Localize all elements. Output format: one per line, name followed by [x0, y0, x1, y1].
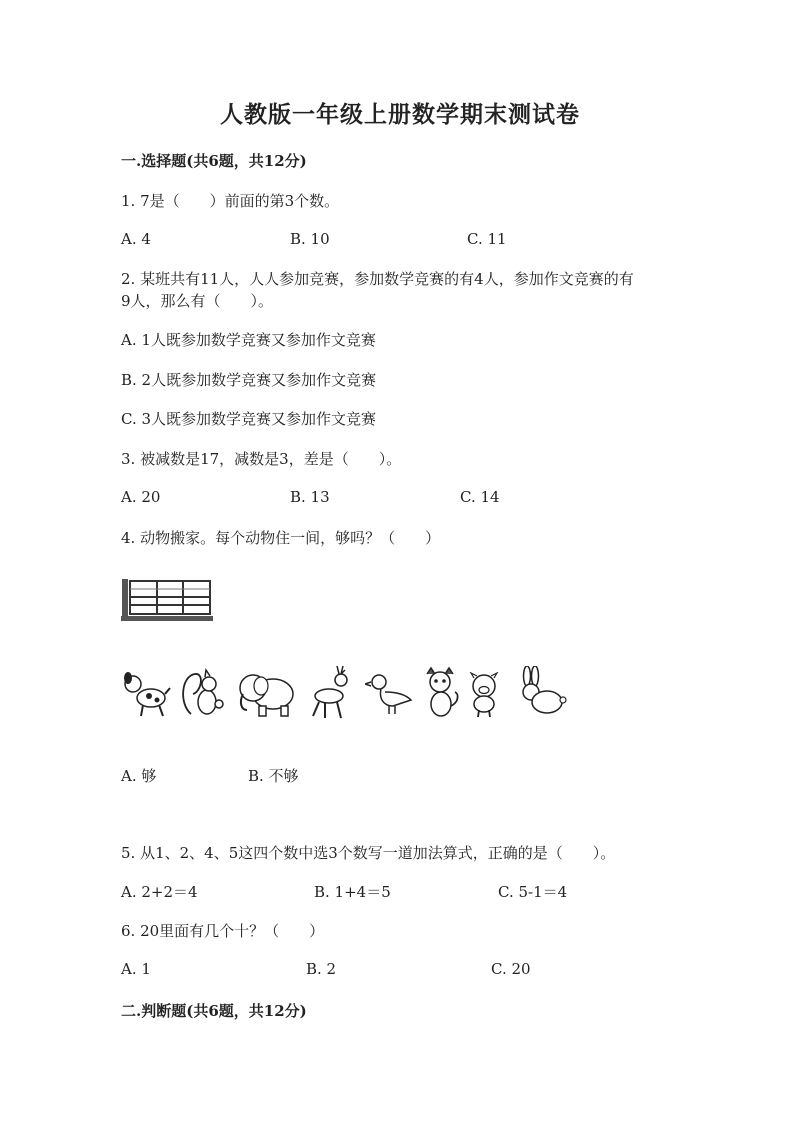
- q3-option-b: B. 13: [290, 488, 330, 506]
- deer-icon: [305, 662, 361, 722]
- q4-option-b: B. 不够: [248, 767, 299, 785]
- pig-icon: [465, 672, 503, 718]
- q2-option-a: A. 1人既参加数学竞赛又参加作文竞赛: [121, 331, 376, 349]
- question-1-text: 1. 7是（ ）前面的第3个数。: [121, 192, 340, 210]
- q5-option-a: A. 2+2＝4: [121, 883, 198, 901]
- q1-option-c: C. 11: [467, 230, 507, 248]
- q3-option-a: A. 20: [121, 488, 161, 506]
- question-3-text: 3. 被减数是17，减数是3，差是（ ）。: [121, 450, 402, 468]
- question-5-text: 5. 从1、2、4、5这四个数中选3个数写一道加法算式，正确的是（ ）。: [121, 844, 616, 862]
- q3-option-c: C. 14: [460, 488, 500, 506]
- q6-option-a: A. 1: [121, 960, 151, 978]
- q1-option-b: B. 10: [290, 230, 330, 248]
- squirrel-icon: [179, 664, 227, 720]
- question-4-text: 4. 动物搬家。每个动物住一间，够吗？（ ）: [121, 529, 441, 547]
- duck-icon: [365, 672, 415, 718]
- q1-option-a: A. 4: [121, 230, 151, 248]
- q6-option-b: B. 2: [306, 960, 337, 978]
- q2-option-c: C. 3人既参加数学竞赛又参加作文竞赛: [121, 410, 377, 428]
- q6-option-c: C. 20: [491, 960, 531, 978]
- question-2-text-line2: 9人，那么有（ ）。: [121, 292, 274, 310]
- q4-option-a: A. 够: [121, 767, 157, 785]
- section-heading-judgment: 二.判断题(共6题，共12分): [121, 1002, 307, 1020]
- dog-icon: [121, 668, 171, 720]
- section-heading-choice: 一.选择题(共6题，共12分): [121, 152, 307, 170]
- q5-option-c: C. 5-1＝4: [498, 883, 568, 901]
- question-2-text-line1: 2. 某班共有11人，人人参加竞赛，参加数学竞赛的有4人，参加作文竞赛的有: [121, 270, 634, 288]
- question-6-text: 6. 20里面有几个十？（ ）: [121, 922, 325, 940]
- rabbit-icon: [513, 666, 567, 718]
- q5-option-b: B. 1+4＝5: [314, 883, 391, 901]
- q2-option-b: B. 2人既参加数学竞赛又参加作文竞赛: [121, 371, 377, 389]
- elephant-icon: [235, 666, 299, 720]
- page-title: 人教版一年级上册数学期末测试卷: [220, 101, 580, 128]
- cat-icon: [421, 666, 463, 720]
- shelf-with-six-rooms-icon: [121, 578, 213, 622]
